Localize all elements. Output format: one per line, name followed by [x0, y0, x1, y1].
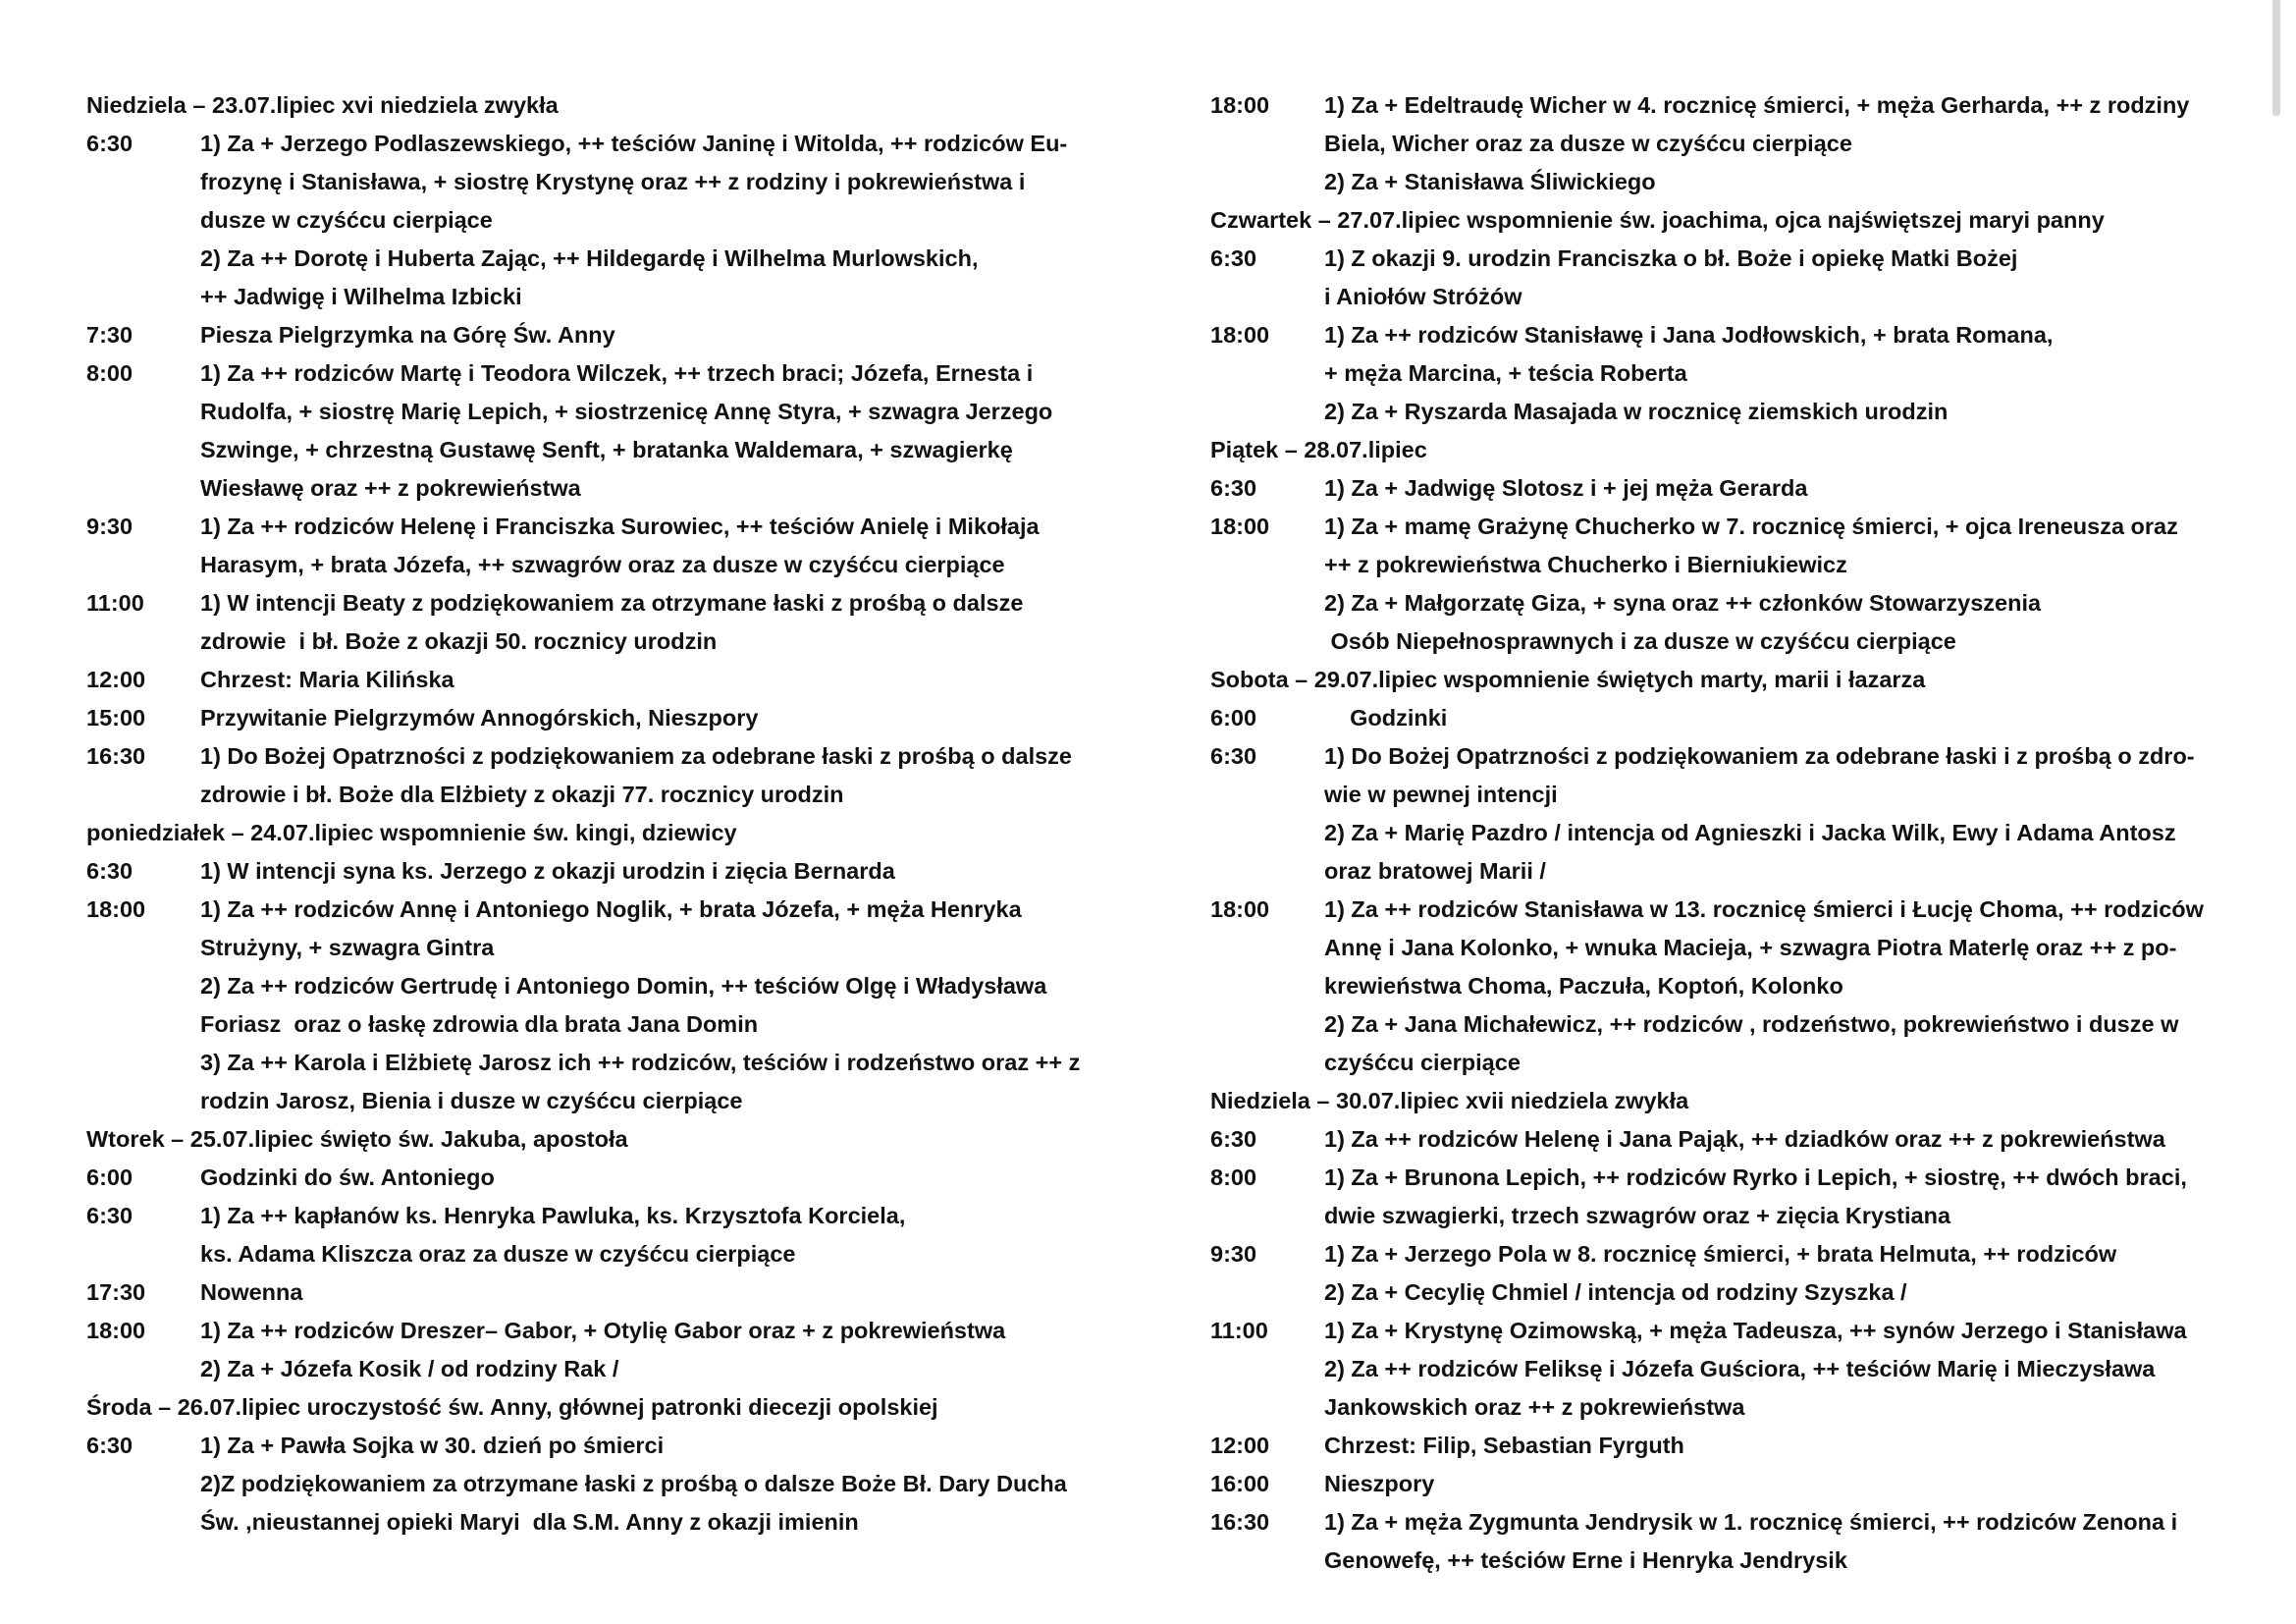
mass-entry — [1210, 86, 2241, 201]
mass-entry — [86, 1427, 1147, 1542]
intention-line: zdrowie i bł. Boże z okazji 50. rocznicy urodzin — [200, 628, 718, 654]
intention-line: 2) Za + Cecylię Chmiel / intencja od rodziny Szyszka / — [1324, 1279, 1907, 1305]
mass-entry — [86, 1159, 1147, 1197]
intention-line: 1) Z okazji 9. urodzin Franciszka o bł. Boże i opiekę Matki Bożej — [1324, 245, 2018, 271]
mass-entry — [86, 354, 1147, 508]
intention-text — [1324, 1120, 2241, 1159]
mass-time: 6:30 — [1210, 1126, 1257, 1152]
intention-line: rodzin Jarosz, Bienia i dusze w czyśćcu cierpiące — [200, 1088, 743, 1113]
mass-time: 6:00 — [86, 1164, 133, 1190]
intention-text — [1324, 891, 2241, 1082]
intention-line: Harasym, + brata Józefa, ++ szwagrów oraz za dusze w czyśćcu cierpiące — [200, 552, 1005, 577]
mass-time: 18:00 — [86, 896, 146, 922]
intention-text — [1324, 737, 2241, 891]
intention-line: Annę i Jana Kolonko, + wnuka Macieja, + szwagra Piotra Materlę oraz ++ z po- — [1324, 935, 2177, 960]
mass-entry — [1210, 1120, 2241, 1159]
intention-line: frozynę i Stanisława, + siostrę Krystynę oraz ++ z rodziny i pokrewieństwa i — [200, 169, 1026, 194]
day-heading: Niedziela – 23.07.lipiec xvi niedziela zwykła — [86, 92, 559, 118]
mass-entry — [1210, 316, 2241, 431]
intention-text — [1324, 1235, 2241, 1312]
day-heading: Niedziela – 30.07.lipiec xvii niedziela zwykła — [1210, 1088, 1689, 1113]
intention-text — [200, 354, 1147, 508]
intention-line: 1) Za ++ rodziców Dreszer– Gabor, + Otylię Gabor oraz + z pokrewieństwa — [200, 1318, 1006, 1343]
mass-entry — [1210, 1427, 2241, 1465]
intention-line: 1) Za ++ rodziców Stanisława w 13. rocznicę śmierci i Łucję Choma, ++ rodziców — [1324, 896, 2204, 922]
intention-text — [1324, 469, 2241, 508]
intention-line: 1) Za + Jerzego Podlaszewskiego, ++ teściów Janinę i Witolda, ++ rodziców Eu- — [200, 131, 1068, 156]
intention-line: Strużyny, + szwagra Gintra — [200, 935, 495, 960]
intention-line: 1) Do Bożej Opatrzności z podziękowaniem za odebrane łaski z prośbą o dalsze — [200, 743, 1072, 769]
intention-line: Foriasz oraz o łaskę zdrowia dla brata Jana Domin — [200, 1011, 759, 1037]
intention-line: 2) Za + Małgorzatę Giza, + syna oraz ++ członków Stowarzyszenia — [1324, 590, 2042, 616]
intention-line: 2) Za ++ rodziców Gertrudę i Antoniego Domin, ++ teściów Olgę i Władysława — [200, 973, 1047, 999]
mass-entry — [86, 125, 1147, 316]
intention-text — [200, 1427, 1147, 1542]
intention-text — [1324, 1159, 2241, 1235]
intention-text — [200, 699, 1147, 737]
intention-line: oraz bratowej Marii / — [1324, 858, 1546, 884]
intention-line: 3) Za ++ Karola i Elżbietę Jarosz ich ++ rodziców, teściów i rodzeństwo oraz ++ z — [200, 1050, 1081, 1075]
intention-text — [200, 125, 1147, 316]
intention-line: Nieszpory — [1324, 1471, 1435, 1496]
mass-entry — [1210, 1465, 2241, 1503]
mass-time: 9:30 — [1210, 1241, 1257, 1267]
intention-line: czyśćcu cierpiące — [1324, 1050, 1521, 1075]
intention-line: 1) Za + mamę Grażynę Chucherko w 7. rocznicę śmierci, + ojca Ireneusza oraz — [1324, 514, 2178, 539]
intention-line: 2) Za + Stanisława Śliwickiego — [1324, 169, 1656, 194]
intention-line: 2) Za + Ryszarda Masajada w rocznicę ziemskich urodzin — [1324, 399, 1949, 424]
intention-line: 1) Za ++ rodziców Martę i Teodora Wilczek, ++ trzech braci; Józefa, Ernesta i — [200, 360, 1034, 386]
day-heading: poniedziałek – 24.07.lipiec wspomnienie św. kingi, dziewicy — [86, 820, 737, 845]
mass-time: 8:00 — [86, 360, 133, 386]
intention-line: Chrzest: Maria Kilińska — [200, 667, 454, 692]
mass-time: 8:00 — [1210, 1164, 1257, 1190]
intention-line: Biela, Wicher oraz za dusze w czyśćcu cierpiące — [1324, 131, 1852, 156]
intention-line: ks. Adama Kliszcza oraz za dusze w czyśćcu cierpiące — [200, 1241, 796, 1267]
intention-line: 1) W intencji syna ks. Jerzego z okazji urodzin i zięcia Bernarda — [200, 858, 895, 884]
intention-text — [1324, 1465, 2241, 1503]
mass-entry — [86, 891, 1147, 1120]
mass-entry — [1210, 1312, 2241, 1427]
intention-line: Genowefę, ++ teściów Erne i Henryka Jendrysik — [1324, 1547, 1847, 1573]
intention-line: Osób Niepełnosprawnych i za dusze w czyśćcu cierpiące — [1324, 628, 1956, 654]
intention-text — [1324, 699, 2241, 737]
intention-line: 2) Za + Józefa Kosik / od rodziny Rak / — [200, 1356, 619, 1381]
intention-line: Wiesławę oraz ++ z pokrewieństwa — [200, 475, 581, 501]
mass-time: 17:30 — [86, 1279, 146, 1305]
intention-text — [1324, 86, 2241, 201]
day-heading: Sobota – 29.07.lipiec wspomnienie świętych marty, marii i łazarza — [1210, 667, 1926, 692]
intention-line: ++ Jadwigę i Wilhelma Izbicki — [200, 284, 522, 309]
intention-text — [1324, 1312, 2241, 1427]
intention-line: Godzinki — [1324, 705, 1448, 731]
intention-line: Godzinki do św. Antoniego — [200, 1164, 495, 1190]
intention-text — [200, 737, 1147, 814]
intention-line: 1) Za + Jadwigę Slotosz i + jej męża Gerarda — [1324, 475, 1808, 501]
day-heading: Wtorek – 25.07.lipiec święto św. Jakuba, apostoła — [86, 1126, 628, 1152]
mass-time: 7:30 — [86, 322, 133, 348]
mass-entry — [1210, 737, 2241, 891]
intention-line: i Aniołów Stróżów — [1324, 284, 1522, 309]
mass-entry — [86, 1197, 1147, 1273]
mass-entry — [1210, 469, 2241, 508]
mass-time: 18:00 — [1210, 896, 1270, 922]
mass-entry — [1210, 1503, 2241, 1580]
day-heading: Czwartek – 27.07.lipiec wspomnienie św. joachima, ojca najświętszej maryi panny — [1210, 207, 2105, 233]
intention-text — [200, 584, 1147, 661]
mass-time: 6:30 — [86, 858, 133, 884]
intention-line: 1) Za + Brunona Lepich, ++ rodziców Ryrko i Lepich, + siostrę, ++ dwóch braci, — [1324, 1164, 2187, 1190]
intention-line: 2) Za ++ Dorotę i Huberta Zając, ++ Hildegardę i Wilhelma Murlowskich, — [200, 245, 979, 271]
mass-time: 6:30 — [86, 1203, 133, 1228]
intention-line: Św. ,nieustannej opieki Maryi dla S.M. Anny z okazji imienin — [200, 1509, 859, 1535]
intention-line: zdrowie i bł. Boże dla Elżbiety z okazji 77. rocznicy urodzin — [200, 782, 844, 807]
mass-entry — [86, 699, 1147, 737]
intention-line: 2)Z podziękowaniem za otrzymane łaski z prośbą o dalsze Boże Bł. Dary Ducha — [200, 1471, 1067, 1496]
mass-time: 18:00 — [1210, 514, 1270, 539]
scrollbar-thumb[interactable] — [2272, 0, 2280, 116]
mass-time: 6:30 — [86, 131, 133, 156]
intention-line: 1) Za ++ rodziców Annę i Antoniego Noglik, + brata Józefa, + męża Henryka — [200, 896, 1022, 922]
intention-line: dwie szwagierki, trzech szwagrów oraz + zięcia Krystiana — [1324, 1203, 1951, 1228]
intention-line: 2) Za ++ rodziców Feliksę i Józefa Guściora, ++ teściów Marię i Mieczysława — [1324, 1356, 2156, 1381]
intention-line: 1) Za ++ rodziców Helenę i Jana Pająk, ++ dziadków oraz ++ z pokrewieństwa — [1324, 1126, 2165, 1152]
mass-time: 9:30 — [86, 514, 133, 539]
intention-line: 1) Za + Krystynę Ozimowską, + męża Tadeusza, ++ synów Jerzego i Stanisława — [1324, 1318, 2187, 1343]
mass-time: 18:00 — [1210, 322, 1270, 348]
mass-time: 6:30 — [1210, 475, 1257, 501]
mass-time: 11:00 — [86, 590, 144, 616]
mass-time: 16:00 — [1210, 1471, 1270, 1496]
mass-time: 6:30 — [1210, 743, 1257, 769]
intention-line: 1) Za + Pawła Sojka w 30. dzień po śmierci — [200, 1433, 665, 1458]
intention-line: 1) Za + męża Zygmunta Jendrysik w 1. rocznicę śmierci, ++ rodziców Zenona i — [1324, 1509, 2178, 1535]
intention-line: Piesza Pielgrzymka na Górę Św. Anny — [200, 322, 615, 348]
intention-line: + męża Marcina, + teścia Roberta — [1324, 360, 1687, 386]
intention-line: Jankowskich oraz ++ z pokrewieństwa — [1324, 1394, 1745, 1420]
intention-text — [1324, 240, 2241, 316]
mass-entry — [1210, 1235, 2241, 1312]
day-heading: Piątek – 28.07.lipiec — [1210, 437, 1427, 462]
intention-text — [200, 1273, 1147, 1312]
mass-time: 11:00 — [1210, 1318, 1268, 1343]
intention-text — [200, 508, 1147, 584]
mass-time: 6:30 — [1210, 245, 1257, 271]
mass-entry — [86, 1273, 1147, 1312]
right-column — [1210, 86, 2241, 1580]
intention-text — [200, 891, 1147, 1120]
left-column — [86, 86, 1147, 1542]
mass-entry — [1210, 1159, 2241, 1235]
intention-text — [1324, 316, 2241, 431]
intention-line: Szwinge, + chrzestną Gustawę Senft, + bratanka Waldemara, + szwagierkę — [200, 437, 1013, 462]
mass-time: 12:00 — [86, 667, 146, 692]
intention-line: 1) Za + Edeltraudę Wicher w 4. rocznicę śmierci, + męża Gerharda, ++ z rodziny — [1324, 92, 2190, 118]
mass-time: 16:30 — [1210, 1509, 1270, 1535]
intention-line: 2) Za + Jana Michałewicz, ++ rodziców , rodzeństwo, pokrewieństwo i dusze w — [1324, 1011, 2179, 1037]
intention-line: Chrzest: Filip, Sebastian Fyrguth — [1324, 1433, 1684, 1458]
mass-entry — [86, 661, 1147, 699]
intention-line: 1) Za ++ kapłanów ks. Henryka Pawluka, ks. Krzysztofa Korciela, — [200, 1203, 906, 1228]
intention-line: Rudolfa, + siostrę Marię Lepich, + siostrzenicę Annę Styra, + szwagra Jerzego — [200, 399, 1053, 424]
intention-text — [1324, 508, 2241, 661]
mass-time: 6:30 — [86, 1433, 133, 1458]
intention-text — [1324, 1503, 2241, 1580]
intention-line: dusze w czyśćcu cierpiące — [200, 207, 493, 233]
mass-time: 12:00 — [1210, 1433, 1270, 1458]
mass-time: 15:00 — [86, 705, 146, 731]
intention-line: 1) Za ++ rodziców Helenę i Franciszka Surowiec, ++ teściów Anielę i Mikołaja — [200, 514, 1040, 539]
intention-text — [200, 1159, 1147, 1197]
intention-text — [200, 316, 1147, 354]
mass-entry — [1210, 240, 2241, 316]
intention-text — [200, 852, 1147, 891]
intention-line: 1) W intencji Beaty z podziękowaniem za otrzymane łaski z prośbą o dalsze — [200, 590, 1024, 616]
intention-line: ++ z pokrewieństwa Chucherko i Bierniukiewicz — [1324, 552, 1847, 577]
mass-entry — [86, 584, 1147, 661]
mass-time: 18:00 — [86, 1318, 146, 1343]
intention-text — [200, 661, 1147, 699]
mass-time: 16:30 — [86, 743, 146, 769]
mass-entry — [86, 737, 1147, 814]
intention-line: 2) Za + Marię Pazdro / intencja od Agnieszki i Jacka Wilk, Ewy i Adama Antosz — [1324, 820, 2176, 845]
intention-line: wie w pewnej intencji — [1324, 782, 1558, 807]
mass-entry — [1210, 891, 2241, 1082]
intention-line: krewieństwa Choma, Paczuła, Koptoń, Kolonko — [1324, 973, 1843, 999]
intention-line: 1) Za ++ rodziców Stanisławę i Jana Jodłowskich, + brata Romana, — [1324, 322, 2054, 348]
day-heading: Środa – 26.07.lipiec uroczystość św. Anny, głównej patronki diecezji opolskiej — [86, 1394, 938, 1420]
intention-text — [1324, 1427, 2241, 1465]
mass-entry — [86, 316, 1147, 354]
intention-text — [200, 1312, 1147, 1388]
mass-entry — [1210, 508, 2241, 661]
intention-line: 1) Do Bożej Opatrzności z podziękowaniem za odebrane łaski i z prośbą o zdro- — [1324, 743, 2195, 769]
intention-line: 1) Za + Jerzego Pola w 8. rocznicę śmierci, + brata Helmuta, ++ rodziców — [1324, 1241, 2117, 1267]
intention-line: Przywitanie Pielgrzymów Annogórskich, Nieszpory — [200, 705, 759, 731]
mass-entry — [86, 852, 1147, 891]
mass-entry — [1210, 699, 2241, 737]
mass-entry — [86, 1312, 1147, 1388]
mass-time: 6:00 — [1210, 705, 1257, 731]
mass-entry — [86, 508, 1147, 584]
intention-line: Nowenna — [200, 1279, 303, 1305]
mass-time: 18:00 — [1210, 92, 1270, 118]
intention-text — [200, 1197, 1147, 1273]
